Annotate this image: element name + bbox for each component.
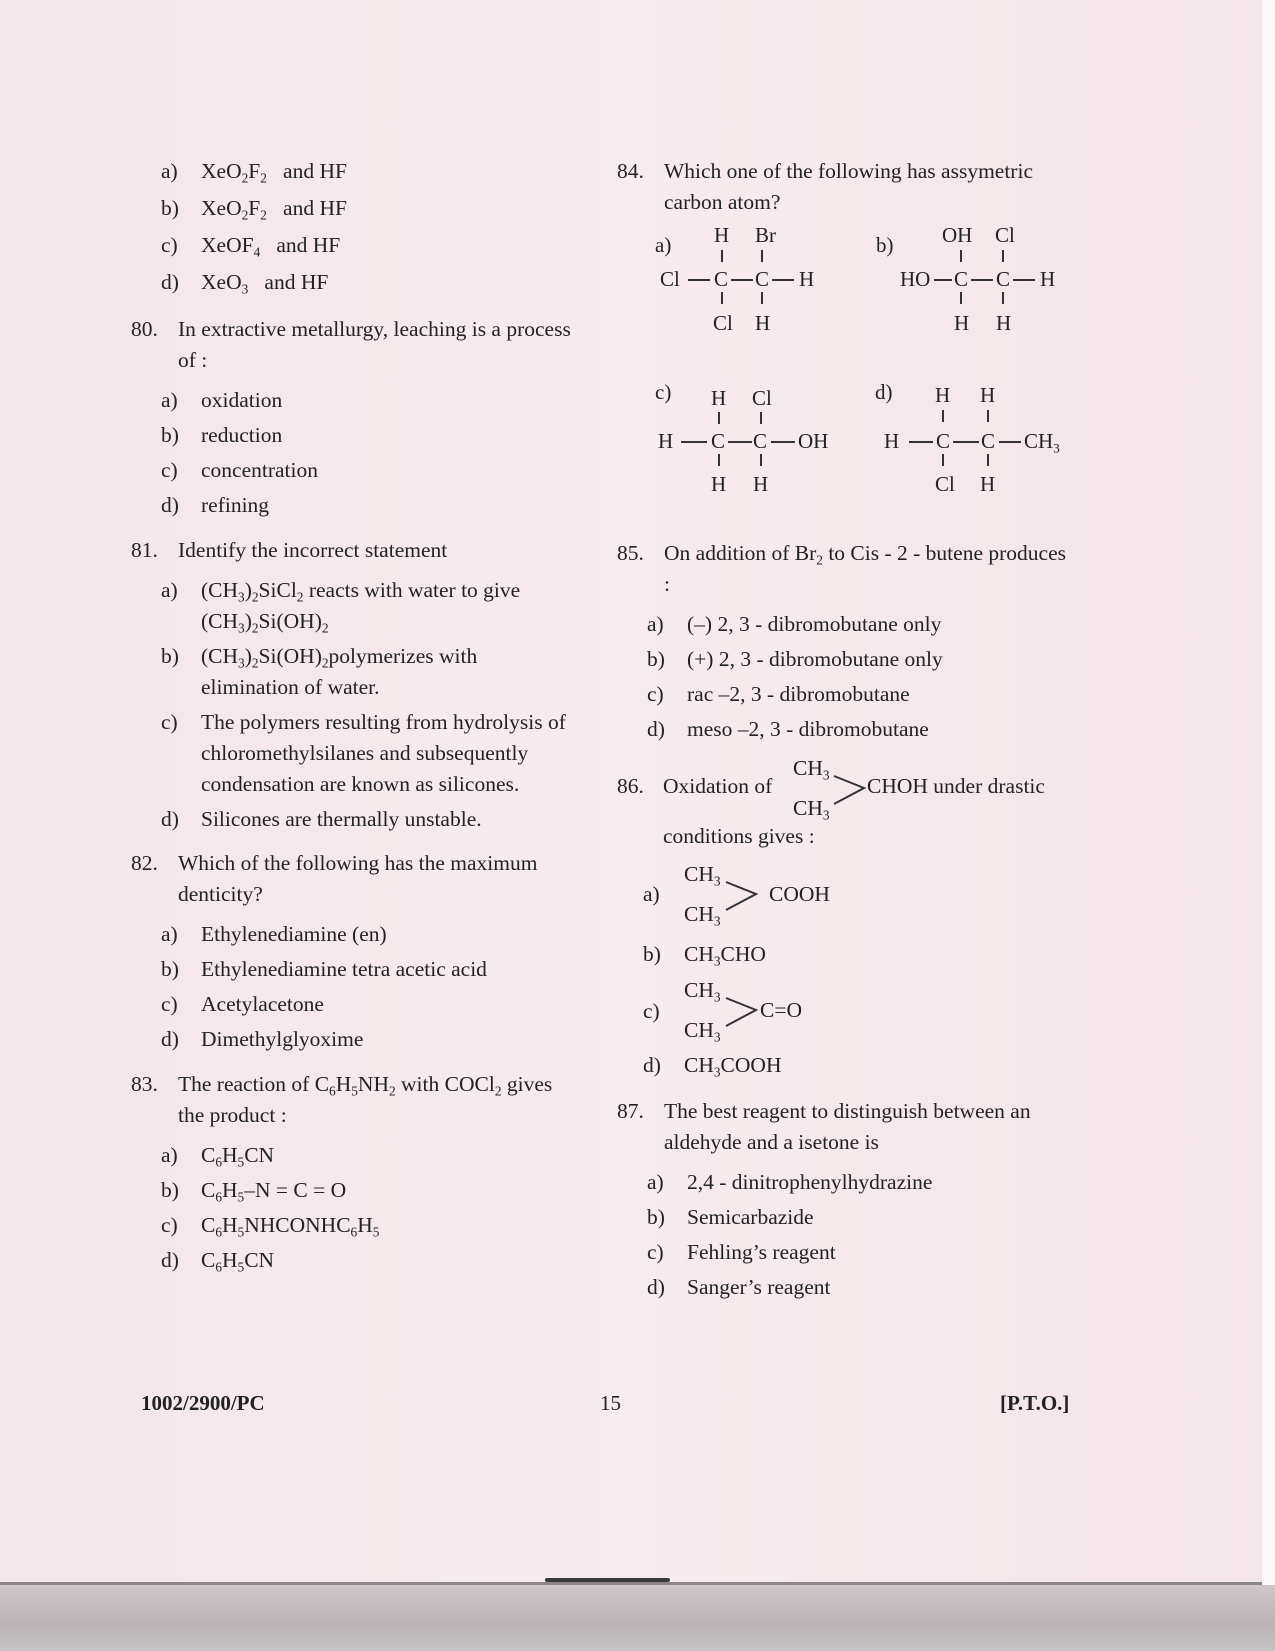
atom: Cl xyxy=(935,472,955,496)
atom: H xyxy=(884,429,900,453)
bond xyxy=(728,441,752,443)
scanner-bed xyxy=(0,1585,1275,1651)
bond xyxy=(771,441,795,443)
question-stem: 84. Which one of the following has assymetric carbon atom? xyxy=(617,159,1033,214)
option: c) XeOF$_4$ and HF xyxy=(161,233,341,260)
bond xyxy=(721,292,723,304)
group: $CH_3$ xyxy=(684,902,721,929)
group: C=O xyxy=(760,998,802,1022)
bond xyxy=(761,250,763,262)
page-edge xyxy=(1262,0,1275,1651)
question-stem: conditions gives : xyxy=(663,824,815,848)
atom: H xyxy=(711,472,727,496)
option-label: a) xyxy=(655,233,672,257)
question-stem: 81. Identify the incorrect statement xyxy=(131,538,448,562)
option: a) Ethylenediamine (en) xyxy=(161,922,387,946)
atom: H xyxy=(799,267,815,291)
bond xyxy=(731,279,753,281)
option-label: b) xyxy=(876,233,894,257)
group: $CH_3$ xyxy=(793,756,830,783)
group: $CH_3$ xyxy=(684,862,721,889)
atom: C xyxy=(714,267,729,291)
option: c) Acetylacetone xyxy=(161,992,324,1016)
atom: H xyxy=(980,383,996,407)
option-label: a) xyxy=(643,882,660,906)
option: b) Semicarbazide xyxy=(647,1205,814,1229)
bond xyxy=(987,410,989,422)
bond xyxy=(960,250,962,262)
option: b) $(CH_3)_2Si(OH)_2polymerizes$ with elimination of water. xyxy=(161,644,478,699)
atom: H xyxy=(753,472,769,496)
question-80 xyxy=(131,314,576,521)
left-column xyxy=(131,156,576,1276)
option-label: d) xyxy=(643,1053,661,1077)
atom: H xyxy=(711,386,727,410)
bond xyxy=(942,410,944,422)
paper-code: 1002/2900/PC xyxy=(141,1391,265,1415)
bond xyxy=(1013,279,1035,281)
bond xyxy=(761,292,763,304)
fold-mark xyxy=(545,1578,670,1582)
branch-bond xyxy=(832,768,866,812)
atom: OH xyxy=(942,223,973,247)
bond xyxy=(942,454,944,466)
page-number: 15 xyxy=(600,1391,621,1415)
bond xyxy=(681,441,707,443)
question-stem: 87. The best reagent to distinguish between an aldehyde and a isetone is xyxy=(617,1099,1031,1154)
atom: C xyxy=(954,267,969,291)
group: $CH_3$ xyxy=(684,978,721,1005)
group: $CH_3$ xyxy=(684,1018,721,1045)
option: a) $XeO_2F_2$ and HF xyxy=(161,159,347,186)
option: b) $C_6H_5-N = C = O$ xyxy=(161,1178,347,1205)
atom: C xyxy=(996,267,1011,291)
bond xyxy=(1002,250,1004,262)
atom: C xyxy=(755,267,770,291)
option: a) (–) 2, 3 - dibromobutane only xyxy=(647,612,942,636)
option: d) Sanger’s reagent xyxy=(647,1275,831,1299)
question-stem: CHOH under drastic xyxy=(867,774,1045,798)
option: d) $C_6H_5CN$ xyxy=(161,1248,275,1275)
option: d) Dimethylglyoxime xyxy=(161,1027,364,1051)
bond xyxy=(953,441,979,443)
atom: Cl xyxy=(660,267,680,291)
bond xyxy=(688,279,710,281)
atom: C xyxy=(981,429,996,453)
option: a) 2,4 - dinitrophenylhydrazine xyxy=(647,1170,933,1194)
atom: C xyxy=(711,429,726,453)
question-stem: Oxidation of xyxy=(663,774,773,798)
option-label: b) xyxy=(643,942,661,966)
option: b) (+) 2, 3 - dibromobutane only xyxy=(647,647,943,671)
option: a) $(CH_3)_2SiCl_2$ reacts with water to give $(CH_3)_2Si(OH)_2$ xyxy=(161,578,521,636)
atom: H xyxy=(658,429,674,453)
atom: Br xyxy=(755,223,776,247)
option: b) $XeO_2F_2$ and HF xyxy=(161,196,347,223)
question-stem: 83. The reaction of $C_6H_5NH_2$ with COCl$_2$ gives the product : xyxy=(131,1072,553,1127)
option: c) concentration xyxy=(161,458,319,482)
group: $CH_3$ xyxy=(793,796,830,823)
atom: HO xyxy=(900,267,931,291)
question-number: 86. xyxy=(617,774,644,798)
bond xyxy=(909,441,933,443)
option: c) rac –2, 3 - dibromobutane xyxy=(647,682,910,706)
bond xyxy=(999,441,1021,443)
option: d) meso –2, 3 - dibromobutane xyxy=(647,717,929,741)
atom: Cl xyxy=(995,223,1015,247)
atom: H xyxy=(714,223,730,247)
atom: H xyxy=(755,311,771,335)
option: c) $C_6H_5NHCONHC_6H_5$ xyxy=(161,1213,380,1240)
bond xyxy=(934,279,952,281)
atom: $CH_3$ xyxy=(1024,429,1060,456)
option-label: c) xyxy=(655,380,672,404)
question-stem: 85. On addition of $Br_2$ to Cis - 2 - butene produces : xyxy=(617,541,1066,596)
atom: OH xyxy=(798,429,829,453)
option: c) Fehling’s reagent xyxy=(647,1240,836,1264)
option-label: c) xyxy=(643,999,660,1023)
question-stem: 82. Which of the following has the maximum denticity? xyxy=(131,851,538,906)
bond xyxy=(718,454,720,466)
question-83 xyxy=(131,1069,576,1276)
option: c) The polymers resulting from hydrolysis of chloromethylsilanes and subsequently condensation are known as silicones. xyxy=(161,710,566,796)
question-85 xyxy=(617,538,1067,745)
atom: C xyxy=(936,429,951,453)
option: $CH_3CHO$ xyxy=(684,942,766,969)
option: d) refining xyxy=(161,493,270,517)
option-label: d) xyxy=(875,380,893,404)
atom: Cl xyxy=(752,386,772,410)
bond xyxy=(718,412,720,424)
bond xyxy=(760,412,762,424)
bond xyxy=(960,292,962,304)
option: d) Silicones are thermally unstable. xyxy=(161,807,482,831)
bond xyxy=(1002,292,1004,304)
bond xyxy=(721,250,723,262)
option: b) Ethylenediamine tetra acetic acid xyxy=(161,957,487,981)
atom: H xyxy=(980,472,996,496)
question-82 xyxy=(131,848,576,1055)
group: COOH xyxy=(769,882,830,906)
option: $CH_3COOH$ xyxy=(684,1053,782,1080)
option: a) oxidation xyxy=(161,388,283,412)
option: d) XeO$_3$ and HF xyxy=(161,270,329,297)
option: b) reduction xyxy=(161,423,283,447)
atom: H xyxy=(1040,267,1056,291)
question-84 xyxy=(617,156,1067,218)
bond xyxy=(772,279,794,281)
bond xyxy=(987,454,989,466)
pto-marker: [P.T.O.] xyxy=(1000,1391,1070,1415)
q79-options xyxy=(131,156,576,298)
atom: H xyxy=(935,383,951,407)
atom: C xyxy=(753,429,768,453)
branch-bond xyxy=(724,990,758,1034)
atom: Cl xyxy=(713,311,733,335)
question-stem: 80. In extractive metallurgy, leaching is a process of : xyxy=(131,317,571,372)
option: a) $C_6H_5CN$ xyxy=(161,1143,275,1170)
question-81 xyxy=(131,535,576,835)
branch-bond xyxy=(724,874,758,918)
atom: H xyxy=(996,311,1012,335)
bond xyxy=(760,454,762,466)
atom: H xyxy=(954,311,970,335)
question-87 xyxy=(617,1096,1067,1303)
bond xyxy=(971,279,993,281)
